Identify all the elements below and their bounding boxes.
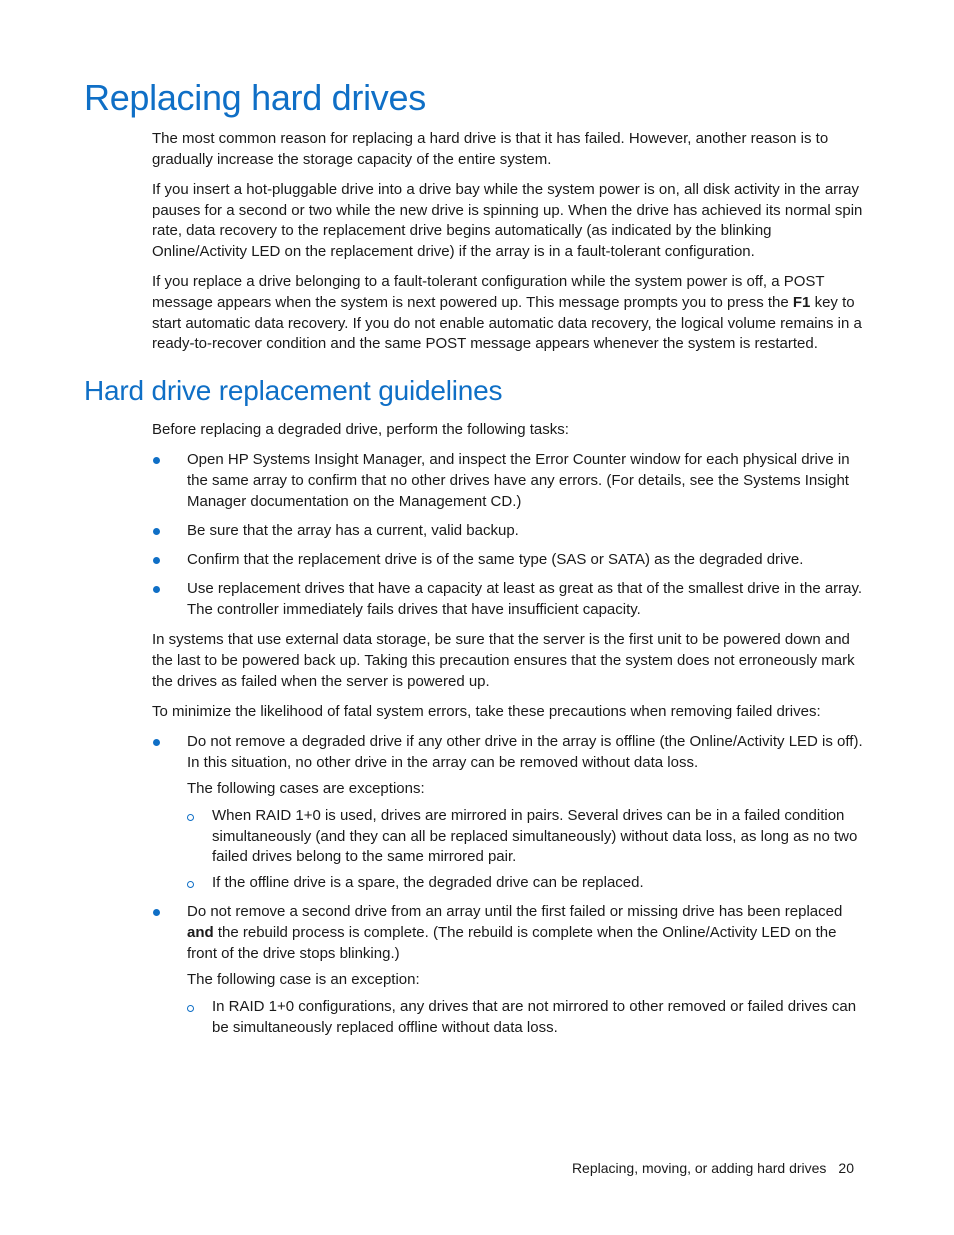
list-item — [152, 579, 868, 620]
list-item-text-part: the rebuild process is complete. (The rebuild is complete when the Online/Activity LED on the front of the drive stops blinking.) — [187, 924, 837, 962]
bullet-icon — [153, 528, 160, 535]
exception-list — [187, 806, 868, 894]
bullet-icon — [153, 739, 160, 746]
sub-list-item-text: In RAID 1+0 configurations, any drives that are not mirrored to other removed or failed drives can be simultaneously replaced offline without data loss. — [212, 998, 857, 1036]
paragraph: Before replacing a degraded drive, perform the following tasks: — [152, 421, 569, 438]
bullet-icon — [153, 557, 160, 564]
section-guidelines-body — [152, 420, 868, 1048]
key-name: F1 — [792, 293, 811, 311]
exceptions-intro: The following case is an exception: — [187, 971, 420, 989]
footer-chapter-title: Replacing, moving, or adding hard drives — [571, 1160, 827, 1176]
bullet-icon — [153, 586, 160, 593]
list-item-text-part: Do not remove a second drive from an array until the first failed or missing drive has been replaced — [187, 903, 843, 921]
list-item — [152, 450, 868, 512]
task-list — [152, 450, 868, 620]
list-item — [152, 550, 868, 571]
list-item-text: Confirm that the replacement drive is of the same type (SAS or SATA) as the degraded drive. — [187, 551, 804, 569]
sub-list-item — [187, 806, 868, 868]
sub-list-item-text: When RAID 1+0 is used, drives are mirrored in pairs. Several drives can be in a failed condition simultaneously (and they can all be replaced simultaneously) without data loss, as long as no two failed drives belong to the same mirrored pair. — [212, 807, 858, 866]
list-item-text: Open HP Systems Insight Manager, and inspect the Error Counter window for each physical drive in the same array to confirm that no other drives have any errors. (For details, see the Systems Insight Manager documentation on the Management CD.) — [187, 451, 850, 510]
list-item-text — [187, 902, 868, 964]
paragraph: To minimize the likelihood of fatal system errors, take these precautions when removing failed drives: — [152, 702, 821, 720]
exception-list — [187, 997, 868, 1038]
list-item — [152, 902, 868, 1038]
emphasis: and — [187, 924, 214, 942]
bullet-icon — [153, 457, 160, 464]
section-heading: Hard drive replacement guidelines — [84, 375, 503, 406]
list-item-text: Be sure that the array has a current, valid backup. — [187, 521, 519, 539]
list-item — [152, 521, 868, 542]
sub-list-item-text: If the offline drive is a spare, the degraded drive can be replaced. — [212, 874, 644, 892]
paragraph-text: key to start automatic data recovery. If you do not enable automatic data recovery, the logical volume remains in a ready-to-recover condition and the same POST message appears whenever the system is restarted. — [152, 293, 862, 353]
sub-list-item — [187, 873, 868, 894]
circle-bullet-icon — [187, 881, 194, 888]
page-footer — [572, 1158, 854, 1178]
sub-list-item — [187, 997, 868, 1038]
page-title: Replacing hard drives — [84, 77, 426, 118]
circle-bullet-icon — [187, 814, 194, 821]
section-replacing-body — [152, 129, 868, 365]
list-item-text: Use replacement drives that have a capacity at least as great as that of the smallest drive in the array. The controller immediately fails drives that have insufficient capacity. — [187, 580, 863, 618]
circle-bullet-icon — [187, 1005, 194, 1012]
paragraph: The most common reason for replacing a hard drive is that it has failed. However, another reason is to gradually increase the storage capacity of the entire system. — [152, 130, 829, 168]
precaution-list — [152, 732, 868, 1039]
paragraph: In systems that use external data storage, be sure that the server is the first unit to be powered down and the last to be powered back up. Taking this precaution ensures that the system does not erroneously mark the drives as failed when the server is powered up. — [152, 631, 855, 690]
paragraph-text: If you replace a drive belonging to a fault-tolerant configuration while the system power is off, a POST message appears when the system is next powered up. This message prompts you to press the — [152, 273, 825, 311]
page-number: 20 — [838, 1160, 854, 1176]
exceptions-intro: The following cases are exceptions: — [187, 780, 425, 798]
paragraph — [152, 272, 868, 355]
list-item-text: Do not remove a degraded drive if any other drive in the array is offline (the Online/Activity LED is off). In this situation, no other drive in the array can be removed without data loss. — [187, 732, 863, 771]
list-item — [152, 732, 868, 894]
paragraph: If you insert a hot-pluggable drive into a drive bay while the system power is on, all disk activity in the array pauses for a second or two while the new drive is spinning up. When the drive has achieved its normal spin rate, data recovery to the replacement drive begins automatically (as indicated by the blinking Online/Activity LED on the replacement drive) if the array is in a fault-tolerant configuration. — [152, 180, 863, 261]
bullet-icon — [153, 909, 160, 916]
